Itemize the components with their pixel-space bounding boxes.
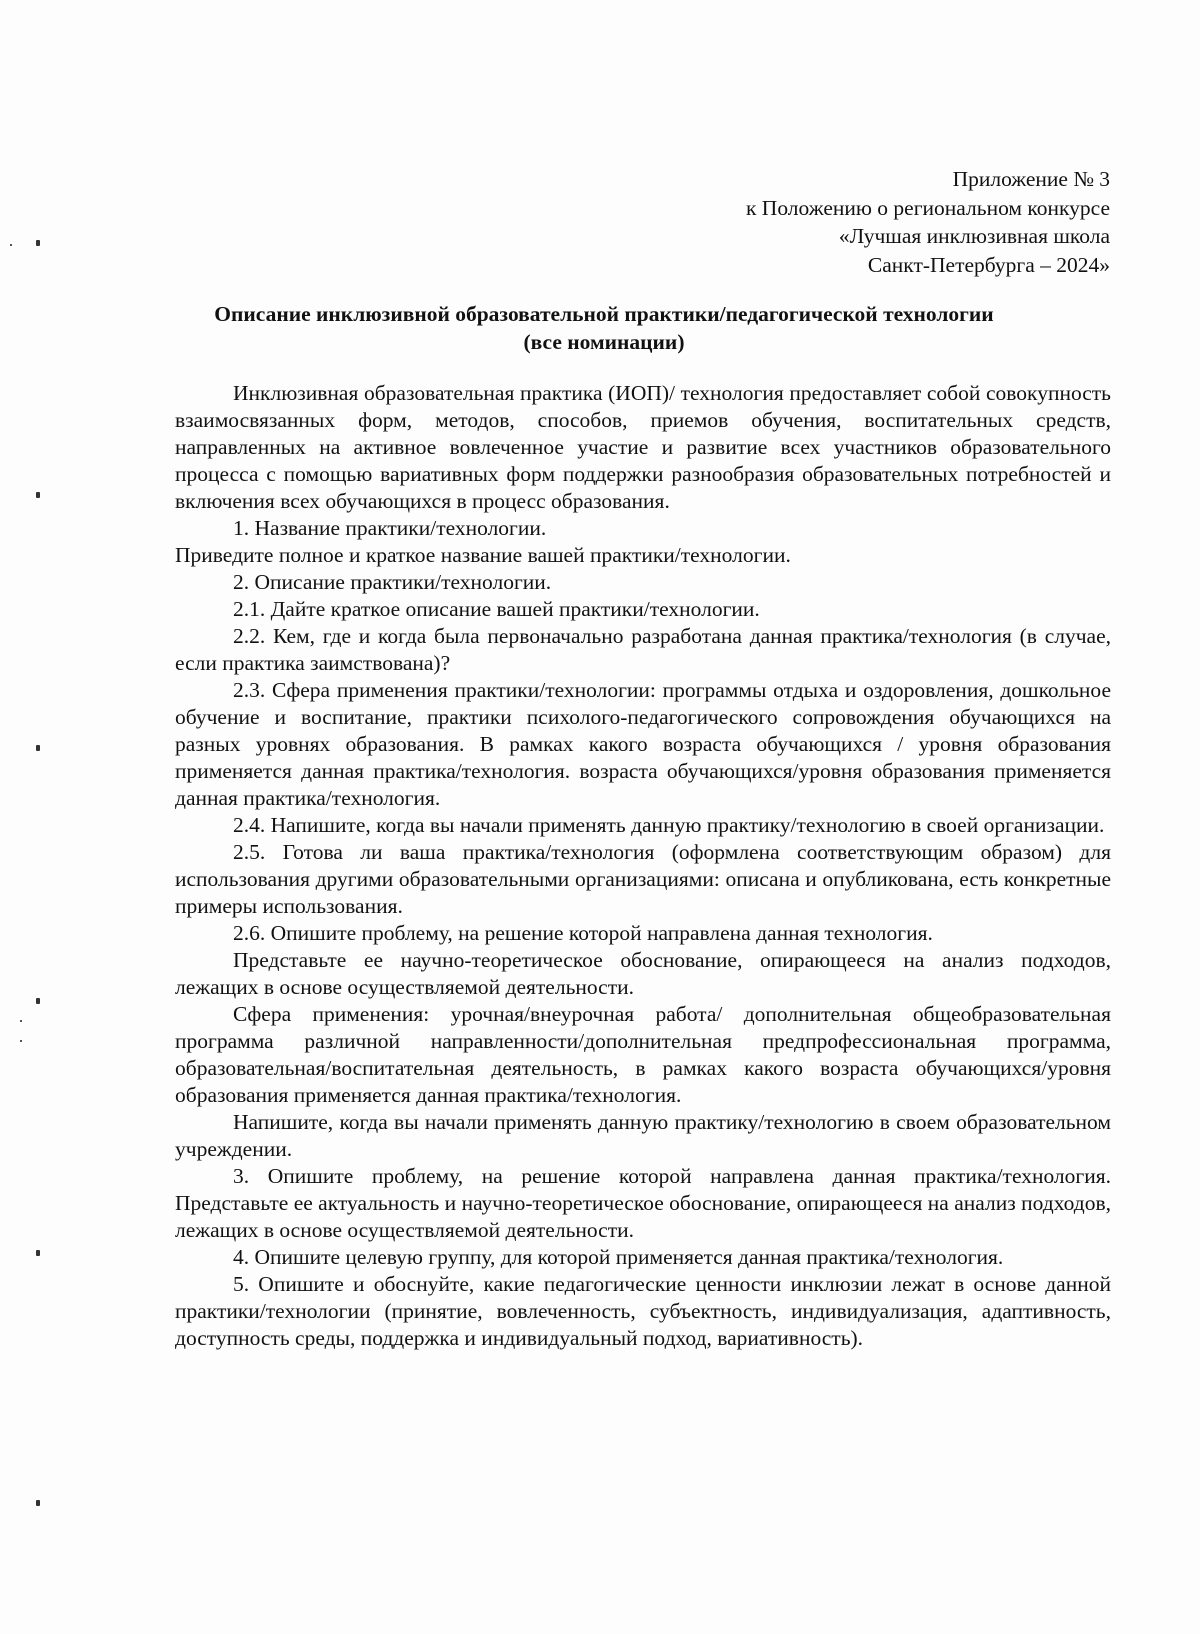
section-3: 3. Опишите проблему, на решение которой направлена данная практика/технология. Представьте ее актуальность и научно-теоретическое обоснование, опирающееся на анализ подходов, лежащих в основе осуществляемой деятельности. (175, 1164, 1111, 1242)
document-body (175, 380, 1111, 1352)
scan-mark (36, 1250, 40, 1256)
paragraph-start-date: Напишите, когда вы начали применять данную практику/технологию в своем образовательном учреждении. (175, 1110, 1111, 1161)
section-1-heading: 1. Название практики/технологии. (233, 516, 547, 540)
document-title (130, 300, 1078, 356)
scan-mark (36, 745, 40, 751)
scan-dot (20, 1020, 22, 1022)
scan-dot (10, 244, 12, 246)
paragraph-scope: Сфера применения: урочная/внеурочная работа/ дополнительная общеобразовательная программа различной направленности/дополнительная предпрофессиональная программа, образовательная/воспитательная деятельность, в рамках какого возраста обучающихся/уровня образования применяется данная практика/технология. (175, 1002, 1111, 1107)
section-2-heading: 2. Описание практики/технологии. (233, 570, 552, 594)
item-2-2: 2.2. Кем, где и когда была первоначально разработана данная практика/технология (в случае, если практика заимствована)? (175, 624, 1111, 675)
document-title-line: (все номинации) (523, 330, 685, 354)
annex-line: к Положению о региональном конкурсе (745, 195, 1110, 220)
item-2-3: 2.3. Сфера применения практики/технологии: программы отдыха и оздоровления, дошкольное обучение и воспитание, практики психолого-педагогического сопровождения обучающихся на разных уровнях образования. В рамках какого возраста обучающихся / уровня образования применяется данная практика/технология. возраста обучающихся/уровня образования применяется данная практика/технология. (175, 678, 1111, 810)
paragraph-rationale: Представьте ее научно-теоретическое обоснование, опирающееся на анализ подходов, лежащих в основе осуществляемой деятельности. (175, 948, 1111, 999)
scan-mark (36, 1500, 40, 1506)
item-2-4: 2.4. Напишите, когда вы начали применять данную практику/технологию в своей организации. (233, 813, 1105, 837)
section-4: 4. Опишите целевую группу, для которой применяется данная практика/технология. (233, 1245, 1004, 1269)
document-title-line: Описание инклюзивной образовательной практики/педагогической технологии (214, 302, 994, 326)
item-2-6: 2.6. Опишите проблему, на решение которой направлена данная технология. (233, 921, 933, 945)
scan-mark (36, 240, 40, 246)
section-1-text: Приведите полное и краткое название вашей практики/технологии. (175, 543, 791, 567)
item-2-5: 2.5. Готова ли ваша практика/технология (оформлена соответствующим образом) для использования другими образовательными организациями: описана и опубликована, есть конкретные примеры использования. (175, 840, 1111, 918)
section-5: 5. Опишите и обоснуйте, какие педагогические ценности инклюзии лежат в основе данной практики/технологии (принятие, вовлеченность, субъектность, индивидуализация, адаптивность, доступность среды, поддержка и индивидуальный подход, вариативность). (175, 1272, 1111, 1350)
scan-dot (20, 1040, 22, 1042)
annex-header (746, 165, 1110, 279)
annex-line: Санкт-Петербурга – 2024» (867, 252, 1110, 277)
item-2-1: 2.1. Дайте краткое описание вашей практики/технологии. (233, 597, 760, 621)
paragraph-intro: Инклюзивная образовательная практика (ИОП)/ технология предоставляет собой совокупность взаимосвязанных форм, методов, способов, приемов обучения, воспитательных средств, направленных на активное вовлеченное участие и развитие всех участников образовательного процесса с помощью вариативных форм поддержки разнообразия образовательных потребностей и включения всех обучающихся в процесс образования. (175, 381, 1111, 513)
annex-line: «Лучшая инклюзивная школа (838, 224, 1110, 248)
annex-line: Приложение № 3 (952, 167, 1110, 191)
scan-mark (36, 492, 40, 498)
scan-mark (36, 998, 40, 1004)
